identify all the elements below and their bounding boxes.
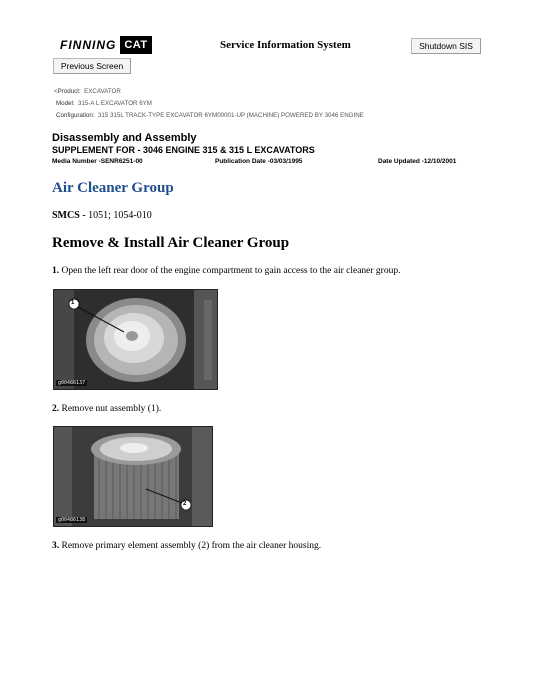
step-number: 2. xyxy=(52,404,60,414)
page-title: Air Cleaner Group xyxy=(52,180,174,196)
config-value: 315 315L TRACK-TYPE EXCAVATOR 6YM00001-UP (MACHINE) POWERED BY 3046 ENGINE xyxy=(97,112,364,119)
step-1 xyxy=(52,266,400,276)
logo-cat-text: CAT xyxy=(120,36,151,54)
smcs-value: 1051; 1054-010 xyxy=(85,210,152,221)
media-number: Media Number -SENR6251-00 xyxy=(52,158,143,165)
product-label: Product: xyxy=(57,88,81,95)
meta-configuration xyxy=(56,111,364,120)
expand-arrow-icon[interactable]: < xyxy=(54,88,58,95)
step-text: Open the left rear door of the engine compartment to gain access to the air cleaner group. xyxy=(59,266,401,276)
supplement-title: SUPPLEMENT FOR - 3046 ENGINE 315 & 315 L EXCAVATORS xyxy=(52,145,315,155)
smcs-label: SMCS - xyxy=(52,210,86,221)
figure-primary-element xyxy=(53,426,213,527)
figure-2-image xyxy=(54,427,213,527)
figure-1-label: g00486137 xyxy=(58,380,86,386)
figure-2-label: g00486138 xyxy=(58,517,86,523)
logo-finning-text: FINNING xyxy=(52,36,120,54)
step-number: 1. xyxy=(52,266,60,276)
step-text: Remove nut assembly (1). xyxy=(59,404,162,414)
step-text: Remove primary element assembly (2) from the air cleaner housing. xyxy=(59,541,322,551)
model-value: 315-A L EXCAVATOR 6YM xyxy=(78,100,152,107)
product-value: EXCAVATOR xyxy=(84,88,121,95)
meta-product xyxy=(54,87,121,96)
callout-2: 2 xyxy=(183,501,187,507)
step-2 xyxy=(52,404,161,414)
model-label: Model: xyxy=(56,100,75,107)
figure-1-image xyxy=(54,290,218,390)
step-3 xyxy=(52,541,321,551)
finning-cat-logo xyxy=(52,36,152,54)
system-title: Service Information System xyxy=(220,39,351,51)
step-number: 3. xyxy=(52,541,60,551)
config-label: Configuration: xyxy=(56,112,95,119)
meta-model xyxy=(56,99,152,108)
callout-1: 1 xyxy=(71,300,75,306)
shutdown-sis-button[interactable]: Shutdown SIS xyxy=(411,38,481,54)
section-heading: Disassembly and Assembly xyxy=(52,132,197,144)
smcs-codes xyxy=(52,210,152,221)
publication-date: Publication Date -03/03/1995 xyxy=(215,158,303,165)
date-updated: Date Updated -12/10/2001 xyxy=(378,158,457,165)
previous-screen-button[interactable]: Previous Screen xyxy=(53,58,131,74)
procedure-heading: Remove & Install Air Cleaner Group xyxy=(52,235,290,251)
figure-air-cleaner-door xyxy=(53,289,218,390)
